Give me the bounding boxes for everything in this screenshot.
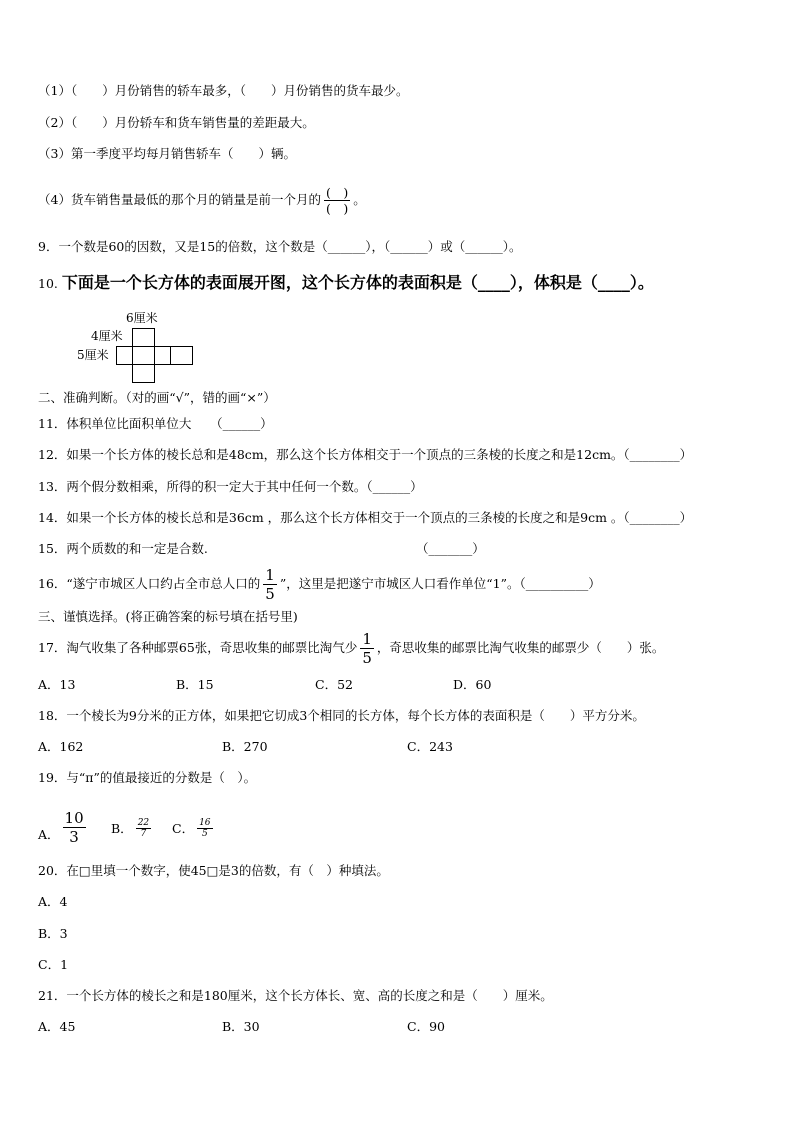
q21: 21．一个长方体的棱长之和是180厘米，这个长方体长、宽、高的长度之和是（ ）厘米。: [38, 988, 553, 1003]
q8-sub-1: （1）（ ）月份销售的轿车最多，（ ）月份销售的货车最少。: [38, 83, 409, 98]
fraction-numerator: ( ): [325, 185, 349, 200]
section-3-heading: 三、谨慎选择。(将正确答案的标号填在括号里): [38, 609, 298, 624]
q21-option-b: B．30: [222, 1019, 260, 1034]
q18-option-a: A．162: [38, 739, 84, 754]
net-face-top: [132, 328, 155, 347]
fraction-denominator: 3: [69, 828, 79, 846]
q8-4-fraction: [324, 185, 350, 216]
q20-option-c: C．1: [38, 957, 69, 972]
fraction-numerator: 1: [265, 566, 275, 584]
q17-option-a: A．13: [38, 677, 76, 692]
net-face-front: [132, 346, 155, 365]
q17-option-c: C．52: [315, 677, 353, 692]
q17: [38, 628, 664, 668]
q16: [38, 566, 601, 603]
q20-option-a: A．4: [38, 894, 68, 909]
q19: 19．与“π”的值最接近的分数是（ ）。: [38, 770, 257, 785]
option-c-fraction: [197, 818, 212, 839]
option-b-fraction: [136, 818, 151, 839]
fraction-numerator: 10: [64, 809, 84, 827]
q19-option-a: [38, 800, 89, 844]
q10-text: 下面是一个长方体的表面展开图，这个长方体的表面积是（____），体积是（____）。: [61, 273, 654, 292]
net-face-left: [116, 346, 133, 365]
q12: 12．如果一个长方体的棱长总和是48cm，那么这个长方体相交于一个顶点的三条棱的长度之和是12cm。（________）: [38, 447, 693, 462]
q18: 18．一个棱长为9分米的正方体，如果把它切成3个相同的长方体，每个长方体的表面积是（ ）平方分米。: [38, 708, 645, 723]
fraction-denominator: 5: [265, 585, 275, 603]
net-label-mid: 4厘米: [91, 329, 123, 343]
net-face-back: [170, 346, 193, 365]
q20: 20．在□里填一个数字，使45□是3的倍数，有（ ）种填法。: [38, 863, 389, 878]
q15-blank: （_______）: [416, 541, 485, 556]
q17-post: ，奇思收集的邮票比淘气收集的邮票少（ ）张。: [376, 640, 665, 655]
net-label-top: 6厘米: [126, 311, 158, 325]
box-net-diagram: [76, 308, 206, 384]
q19-option-b: [111, 818, 154, 839]
q21-option-a: A．45: [38, 1019, 76, 1034]
net-face-right: [154, 346, 171, 365]
q21-option-c: C．90: [407, 1019, 445, 1034]
q8-sub-2: （2）（ ）月份轿车和货车销售量的差距最大。: [38, 115, 315, 130]
q18-option-b: B．270: [222, 739, 268, 754]
fraction-denominator: 5: [201, 829, 208, 839]
option-label: B．: [111, 820, 133, 836]
fraction-denominator: 7: [140, 829, 147, 839]
fraction-denominator: ( ): [325, 201, 349, 216]
q10: [38, 274, 654, 293]
q16-fraction: [263, 566, 277, 603]
q17-option-d: D．60: [453, 677, 492, 692]
option-a-fraction: [63, 809, 86, 846]
q8-4-text: （4）货车销售量最低的那个月的销量是前一个月的: [38, 192, 321, 207]
option-label: C．: [172, 820, 195, 836]
q17-option-b: B．15: [176, 677, 214, 692]
q19-option-c: [172, 818, 216, 839]
option-label: A．: [38, 827, 60, 842]
q9: 9．一个数是60的因数，又是15的倍数，这个数是（______），（______）或（______）。: [38, 239, 522, 254]
q20-option-b: B．3: [38, 926, 68, 941]
fraction-denominator: 5: [362, 649, 372, 667]
q8-sub-3: （3）第一季度平均每月销售轿车（ ）辆。: [38, 146, 296, 161]
q15-text: 15．两个质数的和一定是合数.: [38, 541, 208, 556]
q16-pre: 16．“遂宁市城区人口约占全市总人口的: [38, 576, 261, 591]
q10-number: 10.: [38, 276, 58, 291]
fraction-numerator: 1: [362, 630, 372, 648]
q13: 13．两个假分数相乘，所得的积一定大于其中任何一个数。（______）: [38, 479, 423, 494]
q8-4-tail: 。: [353, 192, 366, 207]
q18-option-c: C．243: [407, 739, 453, 754]
q16-post: ”，这里是把遂宁市城区人口看作单位“1”。（__________）: [279, 576, 601, 591]
fraction-numerator: 16: [199, 818, 211, 828]
q11: 11．体积单位比面积单位大 （______）: [38, 416, 273, 431]
net-label-left: 5厘米: [77, 348, 109, 362]
q15: [38, 540, 485, 558]
fraction-numerator: 22: [137, 818, 150, 828]
q14: 14．如果一个长方体的棱长总和是36cm ，那么这个长方体相交于一个顶点的三条棱的长度之和是9cm 。（________）: [38, 510, 693, 525]
q17-pre: 17．淘气收集了各种邮票65张，奇思收集的邮票比淘气少: [38, 640, 358, 655]
q17-fraction: [360, 630, 374, 667]
q8-sub-4: [38, 180, 366, 220]
net-face-bottom: [132, 364, 155, 383]
section-2-heading: 二、准确判断。（对的画“√”，错的画“×”）: [38, 390, 276, 405]
